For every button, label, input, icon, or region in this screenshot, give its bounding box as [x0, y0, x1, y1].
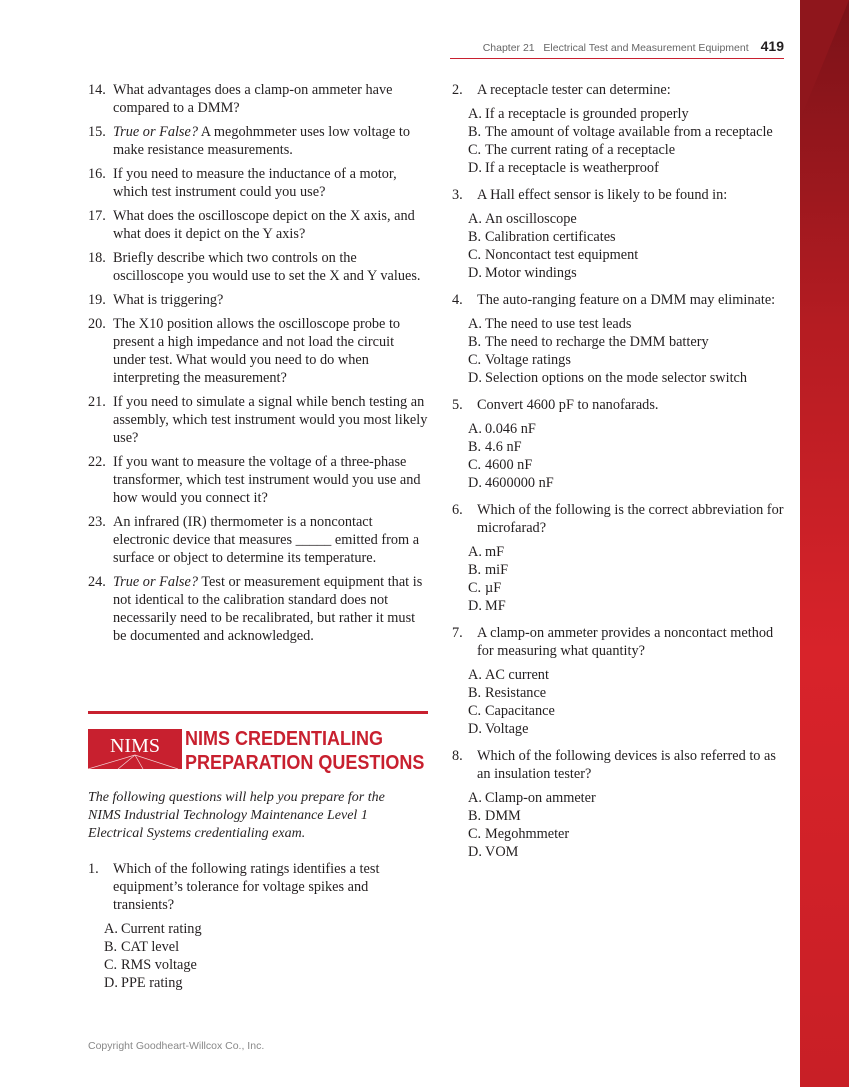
answer-option [468, 807, 787, 825]
option-text: An oscilloscope [485, 211, 577, 227]
question-number: 2. [452, 82, 463, 98]
section-title [185, 727, 424, 775]
mc-question [452, 396, 787, 414]
option-text: µF [485, 580, 502, 596]
option-text: The amount of voltage available from a receptacle [485, 124, 773, 140]
answer-option [468, 228, 787, 246]
option-letter: B. [468, 439, 482, 455]
answer-options [468, 105, 787, 177]
option-letter: C. [468, 352, 482, 368]
option-letter: C. [104, 957, 118, 973]
option-letter: B. [468, 124, 482, 140]
option-letter: A. [468, 667, 482, 683]
option-text: 4.6 nF [485, 439, 522, 455]
answer-option [468, 351, 787, 369]
option-letter: D. [468, 598, 482, 614]
option-text: miF [485, 562, 509, 578]
option-letter: A. [468, 544, 482, 560]
title-line-2: PREPARATION QUESTIONS [185, 752, 425, 774]
question-number: 6. [452, 502, 463, 518]
question-item [88, 453, 428, 507]
question-number: 15. [88, 124, 106, 140]
answer-option [104, 938, 408, 956]
option-text: mF [485, 544, 505, 560]
option-text: Voltage [485, 721, 529, 737]
question-number: 18. [88, 250, 106, 266]
review-questions [88, 81, 428, 651]
question-text: A receptacle tester can determine: [477, 82, 671, 98]
question-text: Test or measurement equipment that is not identical to the calibration standard does not necessarily need to be recalibrated, but rather it must be documented and acknowledged. [113, 574, 423, 644]
answer-option [468, 720, 787, 738]
answer-option [468, 597, 787, 615]
question-number: 16. [88, 166, 106, 182]
nims-questions-left [88, 860, 408, 1001]
question-number: 4. [452, 292, 463, 308]
question-number: 17. [88, 208, 106, 224]
option-text: VOM [485, 844, 519, 860]
question-text: An infrared (IR) thermometer is a noncontact electronic device that measures _____ emitted from a surface or object to determine its temperature. [113, 514, 420, 566]
option-text: Motor windings [485, 265, 577, 281]
true-false-label: True or False? [113, 574, 198, 590]
option-letter: B. [468, 229, 482, 245]
mc-question [452, 186, 787, 204]
option-text: 4600 nF [485, 457, 533, 473]
answer-option [468, 561, 787, 579]
option-text: 0.046 nF [485, 421, 536, 437]
question-number: 5. [452, 397, 463, 413]
answer-option [468, 438, 787, 456]
option-letter: B. [468, 334, 482, 350]
answer-option [468, 825, 787, 843]
answer-options [468, 420, 787, 492]
answer-option [468, 702, 787, 720]
answer-option [104, 974, 408, 992]
question-item [88, 81, 428, 117]
question-text: Which of the following devices is also referred to as an insulation tester? [477, 748, 776, 782]
option-letter: A. [468, 790, 482, 806]
option-letter: C. [468, 580, 482, 596]
answer-option [468, 315, 787, 333]
question-item [88, 393, 428, 447]
question-text: What advantages does a clamp-on ammeter have compared to a DMM? [113, 82, 393, 116]
option-letter: B. [468, 808, 482, 824]
answer-option [468, 843, 787, 861]
question-text: What is triggering? [113, 292, 224, 308]
option-text: If a receptacle is grounded properly [485, 106, 689, 122]
nims-section-header [88, 711, 428, 774]
option-letter: A. [104, 921, 118, 937]
nims-logo [88, 729, 182, 769]
question-number: 20. [88, 316, 106, 332]
answer-options [468, 666, 787, 738]
option-text: DMM [485, 808, 521, 824]
chapter-title: Chapter 21 Electrical Test and Measurement Equipment [482, 42, 749, 54]
option-letter: C. [468, 703, 482, 719]
page-number: 419 [760, 38, 784, 54]
question-number: 7. [452, 625, 463, 641]
option-text: MF [485, 598, 506, 614]
option-text: CAT level [121, 939, 180, 955]
option-text: Clamp-on ammeter [485, 790, 596, 806]
option-letter: D. [468, 370, 482, 386]
option-letter: A. [468, 106, 482, 122]
answer-options [104, 920, 408, 992]
option-letter: D. [468, 160, 482, 176]
question-text: Which of the following ratings identifies a test equipment’s tolerance for voltage spikes and transients? [113, 861, 380, 913]
option-letter: B. [468, 562, 482, 578]
header-rule [450, 58, 784, 59]
option-text: Resistance [485, 685, 547, 701]
answer-option [468, 159, 787, 177]
answer-option [468, 789, 787, 807]
option-text: Noncontact test equipment [485, 247, 639, 263]
mc-question [452, 81, 787, 99]
option-text: PPE rating [121, 975, 183, 991]
answer-option [468, 369, 787, 387]
mc-question [452, 501, 787, 537]
question-number: 23. [88, 514, 106, 530]
option-text: RMS voltage [121, 957, 197, 973]
option-letter: A. [468, 421, 482, 437]
option-letter: A. [468, 211, 482, 227]
option-text: Calibration certificates [485, 229, 616, 245]
question-text: Briefly describe which two controls on the oscilloscope you would use to set the X and Y values. [113, 250, 421, 284]
option-text: 4600000 nF [485, 475, 554, 491]
question-item [88, 291, 428, 309]
true-false-label: True or False? [113, 124, 198, 140]
answer-option [468, 420, 787, 438]
question-text: A megohmmeter uses low voltage to make resistance measurements. [113, 124, 411, 158]
option-letter: D. [468, 265, 482, 281]
answer-option [468, 105, 787, 123]
question-text: If you need to simulate a signal while bench testing an assembly, which test instrument would you most likely use? [113, 394, 428, 446]
option-text: Voltage ratings [485, 352, 571, 368]
option-letter: C. [468, 247, 482, 263]
question-number: 22. [88, 454, 106, 470]
question-item [88, 249, 428, 285]
question-number: 21. [88, 394, 106, 410]
question-number: 1. [88, 861, 99, 877]
question-item [88, 165, 428, 201]
option-text: Capacitance [485, 703, 555, 719]
question-number: 3. [452, 187, 463, 203]
question-text: If you want to measure the voltage of a three-phase transformer, which test instrument would you use and how would you connect it? [113, 454, 421, 506]
answer-option [468, 264, 787, 282]
option-letter: C. [468, 826, 482, 842]
option-text: The need to use test leads [485, 316, 632, 332]
option-text: If a receptacle is weatherproof [485, 160, 659, 176]
question-text: Which of the following is the correct abbreviation for microfarad? [477, 502, 784, 536]
section-rule [88, 711, 428, 714]
option-letter: A. [468, 316, 482, 332]
answer-option [468, 666, 787, 684]
option-letter: B. [104, 939, 118, 955]
answer-option [468, 543, 787, 561]
question-text: A Hall effect sensor is likely to be found in: [477, 187, 728, 203]
question-item [88, 513, 428, 567]
option-letter: D. [468, 844, 482, 860]
section-intro: The following questions will help you prepare for the NIMS Industrial Technology Maintenance Level 1 Electrical Systems credentialing exam. [88, 790, 385, 841]
question-number: 14. [88, 82, 106, 98]
title-line-1: NIMS CREDENTIALING [185, 728, 383, 750]
answer-option [468, 123, 787, 141]
mc-question [452, 747, 787, 783]
question-text: What does the oscilloscope depict on the X axis, and what does it depict on the Y axis? [113, 208, 415, 242]
option-letter: D. [468, 475, 482, 491]
question-number: 8. [452, 748, 463, 764]
option-letter: C. [468, 457, 482, 473]
question-text: A clamp-on ammeter provides a noncontact method for measuring what quantity? [477, 625, 774, 659]
answer-option [468, 579, 787, 597]
option-letter: C. [468, 142, 482, 158]
answer-options [468, 789, 787, 861]
option-text: The need to recharge the DMM battery [485, 334, 709, 350]
option-text: Megohmmeter [485, 826, 570, 842]
answer-option [468, 684, 787, 702]
option-text: The current rating of a receptacle [485, 142, 676, 158]
running-header [440, 38, 784, 54]
decorative-red-stripe [800, 0, 849, 1087]
answer-option [468, 456, 787, 474]
option-text: Selection options on the mode selector switch [485, 370, 748, 386]
mc-question [452, 624, 787, 660]
answer-option [468, 210, 787, 228]
answer-options [468, 210, 787, 282]
question-number: 24. [88, 574, 106, 590]
mc-question [88, 860, 408, 914]
option-letter: D. [468, 721, 482, 737]
option-text: Current rating [121, 921, 202, 937]
answer-option [468, 474, 787, 492]
answer-option [104, 956, 408, 974]
answer-option [104, 920, 408, 938]
answer-options [468, 315, 787, 387]
answer-options [468, 543, 787, 615]
question-item [88, 207, 428, 243]
question-item [88, 123, 428, 159]
nims-questions-right [452, 81, 787, 870]
question-text: The X10 position allows the oscilloscope probe to present a high impedance and not load the circuit under test. What would you need to do when interpreting the measurement? [113, 316, 401, 386]
question-item [88, 315, 428, 387]
option-text: AC current [485, 667, 549, 683]
mc-question [452, 291, 787, 309]
answer-option [468, 141, 787, 159]
answer-option [468, 246, 787, 264]
question-number: 19. [88, 292, 106, 308]
logo-text: NIMS [109, 735, 160, 757]
question-text: If you need to measure the inductance of a motor, which test instrument could you use? [113, 166, 397, 200]
question-text: Convert 4600 pF to nanofarads. [477, 397, 659, 413]
answer-option [468, 333, 787, 351]
option-letter: D. [104, 975, 118, 991]
copyright-footer: Copyright Goodheart-Willcox Co., Inc. [88, 1040, 265, 1052]
option-letter: B. [468, 685, 482, 701]
question-item [88, 573, 428, 645]
question-text: The auto-ranging feature on a DMM may eliminate: [477, 292, 776, 308]
